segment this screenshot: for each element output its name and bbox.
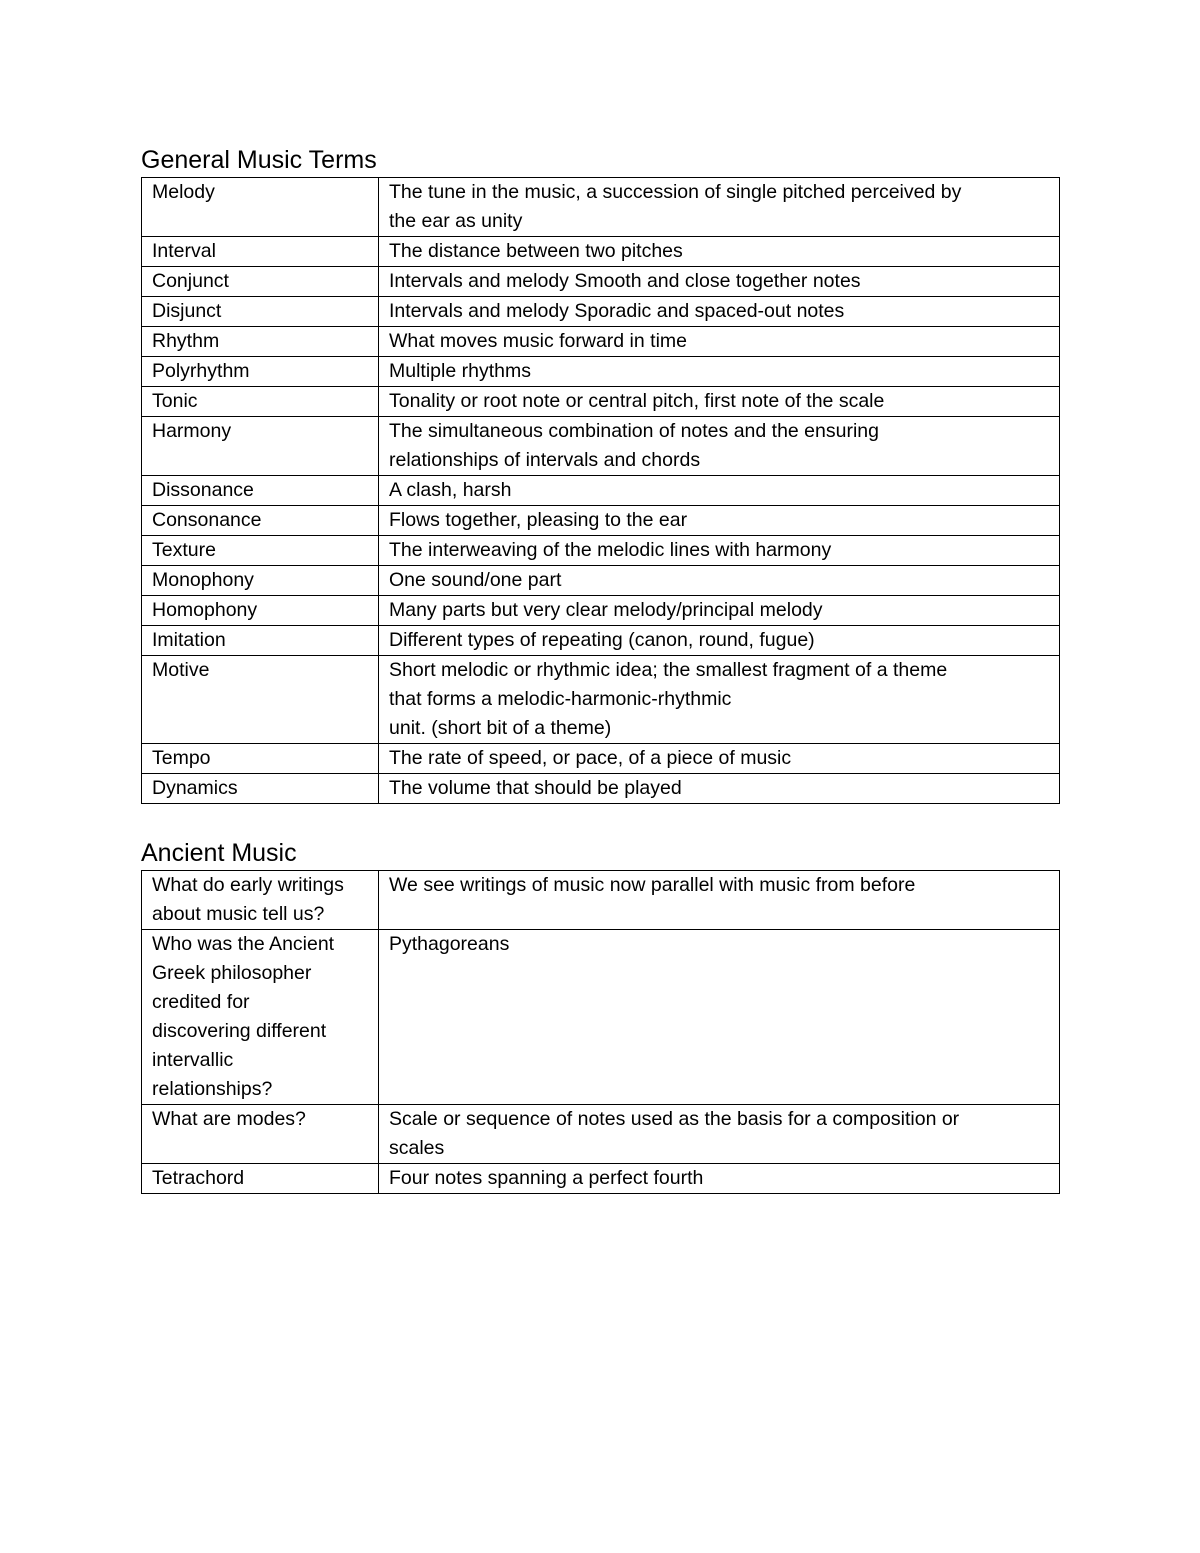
definition-cell: One sound/one part bbox=[379, 566, 1060, 596]
term-cell: Harmony bbox=[142, 417, 379, 476]
definition-cell: Flows together, pleasing to the ear bbox=[379, 506, 1060, 536]
table-row bbox=[142, 656, 1060, 744]
table-row bbox=[142, 626, 1060, 656]
question-cell: Who was the Ancient Greek philosopher credited for discovering different intervallic relationships? bbox=[142, 930, 379, 1105]
definition-cell: Tonality or root note or central pitch, first note of the scale bbox=[379, 387, 1060, 417]
general-music-terms-table bbox=[141, 177, 1060, 804]
term-cell: Conjunct bbox=[142, 267, 379, 297]
definition-cell: What moves music forward in time bbox=[379, 327, 1060, 357]
term-cell: Consonance bbox=[142, 506, 379, 536]
question-cell: Tetrachord bbox=[142, 1164, 379, 1194]
term-cell: Tempo bbox=[142, 744, 379, 774]
table-row bbox=[142, 774, 1060, 804]
table-row bbox=[142, 297, 1060, 327]
definition-cell: Multiple rhythms bbox=[379, 357, 1060, 387]
answer-cell: Four notes spanning a perfect fourth bbox=[379, 1164, 1060, 1194]
table-row bbox=[142, 178, 1060, 237]
answer-cell: We see writings of music now parallel with music from before bbox=[379, 871, 1060, 930]
answer-cell: Scale or sequence of notes used as the basis for a composition or scales bbox=[379, 1105, 1060, 1164]
question-cell: What do early writings about music tell us? bbox=[142, 871, 379, 930]
term-cell: Melody bbox=[142, 178, 379, 237]
table-row bbox=[142, 596, 1060, 626]
ancient-music-table bbox=[141, 870, 1060, 1194]
definition-cell: The simultaneous combination of notes and the ensuring relationships of intervals and chords bbox=[379, 417, 1060, 476]
table-row bbox=[142, 536, 1060, 566]
table-row bbox=[142, 930, 1060, 1105]
term-cell: Polyrhythm bbox=[142, 357, 379, 387]
definition-cell: The tune in the music, a succession of single pitched perceived by the ear as unity bbox=[379, 178, 1060, 237]
table-row bbox=[142, 417, 1060, 476]
definition-cell: Short melodic or rhythmic idea; the smallest fragment of a theme that forms a melodic-harmonic-rhythmic unit. (short bit of a theme) bbox=[379, 656, 1060, 744]
table-row bbox=[142, 566, 1060, 596]
table-row bbox=[142, 506, 1060, 536]
definition-cell: The volume that should be played bbox=[379, 774, 1060, 804]
table-row bbox=[142, 357, 1060, 387]
table-row bbox=[142, 1164, 1060, 1194]
term-cell: Imitation bbox=[142, 626, 379, 656]
definition-cell: The interweaving of the melodic lines with harmony bbox=[379, 536, 1060, 566]
table-row bbox=[142, 1105, 1060, 1164]
definition-cell: Different types of repeating (canon, round, fugue) bbox=[379, 626, 1060, 656]
question-cell: What are modes? bbox=[142, 1105, 379, 1164]
term-cell: Monophony bbox=[142, 566, 379, 596]
table-row bbox=[142, 387, 1060, 417]
table-row bbox=[142, 327, 1060, 357]
table-row bbox=[142, 237, 1060, 267]
definition-cell: A clash, harsh bbox=[379, 476, 1060, 506]
term-cell: Interval bbox=[142, 237, 379, 267]
term-cell: Texture bbox=[142, 536, 379, 566]
definition-cell: Many parts but very clear melody/principal melody bbox=[379, 596, 1060, 626]
definition-cell: Intervals and melody Smooth and close together notes bbox=[379, 267, 1060, 297]
definition-cell: Intervals and melody Sporadic and spaced-out notes bbox=[379, 297, 1060, 327]
answer-cell: Pythagoreans bbox=[379, 930, 1060, 1105]
term-cell: Disjunct bbox=[142, 297, 379, 327]
table-row bbox=[142, 267, 1060, 297]
term-cell: Dissonance bbox=[142, 476, 379, 506]
table-row bbox=[142, 744, 1060, 774]
term-cell: Homophony bbox=[142, 596, 379, 626]
table-row bbox=[142, 871, 1060, 930]
definition-cell: The rate of speed, or pace, of a piece of music bbox=[379, 744, 1060, 774]
section-title-ancient-music: Ancient Music bbox=[141, 839, 297, 867]
term-cell: Dynamics bbox=[142, 774, 379, 804]
table-row bbox=[142, 476, 1060, 506]
term-cell: Motive bbox=[142, 656, 379, 744]
term-cell: Tonic bbox=[142, 387, 379, 417]
term-cell: Rhythm bbox=[142, 327, 379, 357]
section-title-general-music-terms: General Music Terms bbox=[141, 146, 377, 174]
definition-cell: The distance between two pitches bbox=[379, 237, 1060, 267]
